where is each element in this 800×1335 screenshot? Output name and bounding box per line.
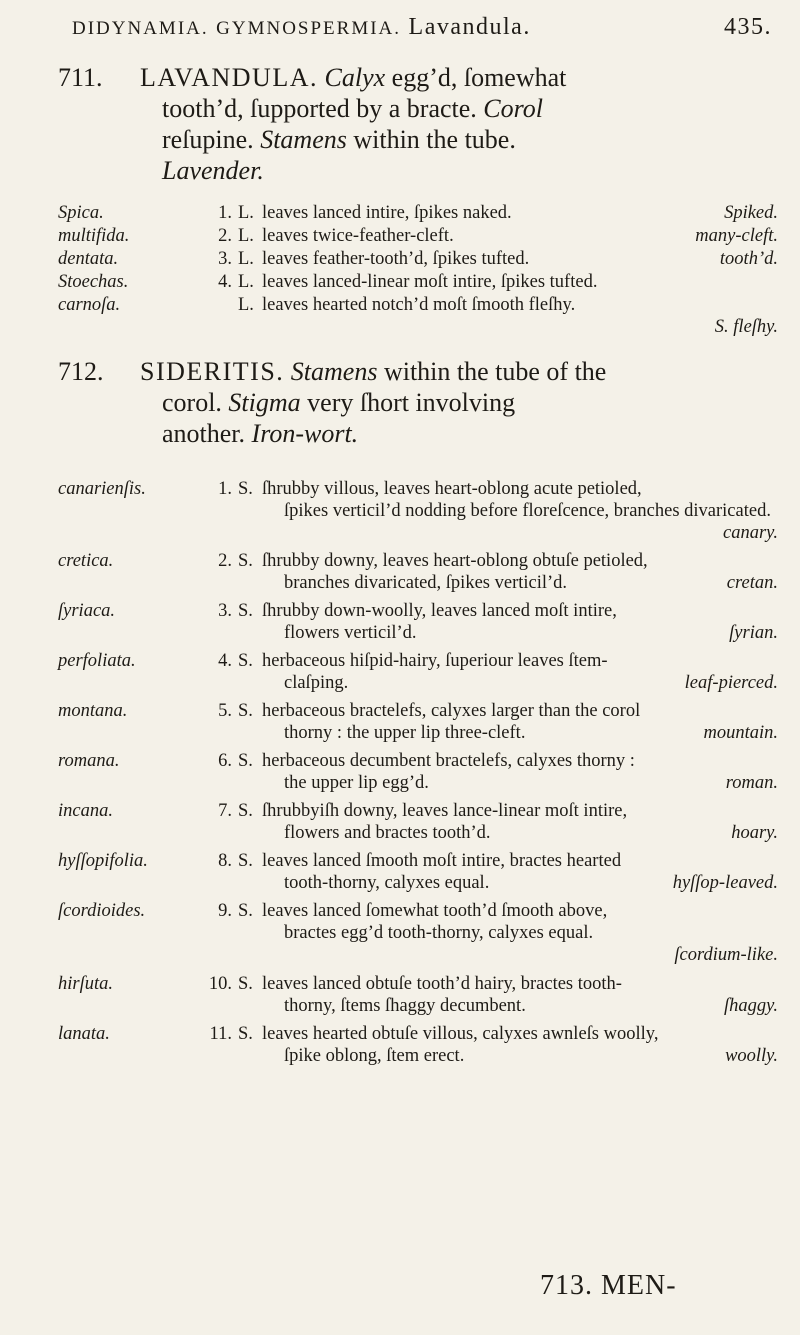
species-number: 3.: [218, 601, 232, 621]
species-entry: [58, 478, 778, 544]
species-description-cont: the upper lip egg’d.: [284, 773, 429, 793]
species-description: herbaceous decumbent bractelefs, calyxes thorny :: [262, 751, 635, 771]
species-number: 2.: [218, 551, 232, 571]
species-description-cont: branches divaricated, ſpikes verticil’d.: [284, 573, 568, 593]
species-entry: [58, 225, 778, 247]
genus-abbreviation: S.: [238, 601, 253, 621]
species-latin-name: cretica.: [58, 551, 114, 571]
species-entry: [58, 800, 778, 844]
corol-label: Corol: [483, 94, 544, 123]
genus-abbreviation: L.: [238, 295, 254, 315]
species-description: ſhrubby down-woolly, leaves lanced moſt intire,: [262, 601, 617, 621]
species-description: leaves feather-tooth’d, ſpikes tufted.: [262, 249, 530, 269]
species-number: 3.: [218, 249, 232, 269]
species-latin-name: ſcordioides.: [58, 901, 146, 921]
species-description-cont: flowers verticil’d.: [284, 623, 417, 643]
running-head: [72, 14, 772, 41]
species-english-name: hoary.: [731, 823, 778, 843]
species-number: 4.: [218, 272, 232, 292]
species-entry: [58, 202, 778, 224]
species-entry: [58, 850, 778, 894]
genus-char-line3-rest: within the tube.: [353, 125, 516, 154]
species-entry: [58, 900, 778, 966]
species-english-name: canary.: [723, 523, 778, 543]
species-english-name: roman.: [725, 773, 778, 793]
species-english-name: woolly.: [725, 1046, 778, 1066]
genus-abbreviation: S.: [238, 751, 253, 771]
species-entry: [58, 600, 778, 644]
genus-entry-sideritis: [58, 356, 778, 449]
species-description: leaves twice-feather-cleft.: [262, 226, 454, 246]
stigma-label: Stigma: [228, 388, 301, 417]
species-latin-name: dentata.: [58, 249, 119, 269]
species-description: ſhrubbyiſh downy, leaves lance-linear moſt intire,: [262, 801, 628, 821]
species-latin-name: Spica.: [58, 203, 104, 223]
species-latin-name: Stoechas.: [58, 272, 129, 292]
genus-abbreviation: S.: [238, 701, 253, 721]
species-description: leaves lanced ſmooth moſt intire, bractes hearted: [262, 851, 622, 871]
species-number: 4.: [218, 651, 232, 671]
species-entry: [58, 973, 778, 1017]
species-latin-name: multifida.: [58, 226, 130, 246]
species-entry: [58, 271, 778, 293]
species-english-name: cretan.: [726, 573, 778, 593]
genus-char-line2: tooth’d, ſupported by a bracte.: [162, 94, 477, 123]
genus-running-title: Lavandula.: [408, 14, 531, 40]
genus-abbreviation: S.: [238, 901, 253, 921]
species-description-cont: ſpike oblong, ſtem erect.: [284, 1046, 465, 1066]
species-description: ſhrubby downy, leaves heart-oblong obtuſe petioled,: [262, 551, 648, 571]
genus-abbreviation: L.: [238, 272, 254, 292]
genus-char-line3: another.: [162, 419, 246, 448]
genus-abbreviation: L.: [238, 249, 254, 269]
species-latin-name: ſyriaca.: [58, 601, 116, 621]
species-latin-name: lanata.: [58, 1024, 110, 1044]
genus-char-line1: egg’d, ſomewhat: [391, 63, 567, 92]
species-description-cont: thorny, ſtems ſhaggy decumbent.: [284, 996, 526, 1016]
species-english-name: ſhaggy.: [724, 996, 778, 1016]
genus-number: 712.: [58, 357, 104, 386]
species-english-name: ſcordium-like.: [674, 945, 778, 965]
species-number: 6.: [218, 751, 232, 771]
species-description-cont: thorny : the upper lip three-cleft.: [284, 723, 526, 743]
species-entry: [58, 248, 778, 270]
species-number: 5.: [218, 701, 232, 721]
species-latin-name: hirſuta.: [58, 974, 113, 994]
species-description-cont: claſping.: [284, 673, 349, 693]
genus-abbreviation: S.: [238, 479, 253, 499]
species-entry: [58, 650, 778, 694]
page-number: 435.: [724, 14, 772, 40]
species-description: herbaceous bractelefs, calyxes larger than the corol: [262, 701, 641, 721]
genus-char-line2-rest: very ſhort involving: [307, 388, 516, 417]
genus-english-name: Iron-wort.: [251, 419, 359, 448]
species-description: leaves lanced ſomewhat tooth’d ſmooth above,: [262, 901, 608, 921]
species-english-name: leaf-pierced.: [684, 673, 778, 693]
species-description: leaves hearted obtuſe villous, calyxes awnleſs woolly,: [262, 1024, 659, 1044]
species-english-name: Spiked.: [724, 203, 778, 223]
species-latin-name: incana.: [58, 801, 113, 821]
species-english-name: mountain.: [703, 723, 778, 743]
species-english-name: S. fleſhy.: [714, 317, 778, 337]
species-english-name: hyſſop-leaved.: [672, 873, 778, 893]
species-entry: [58, 550, 778, 594]
species-number: 8.: [218, 851, 232, 871]
genus-abbreviation: S.: [238, 651, 253, 671]
species-latin-name: hyſſopifolia.: [58, 851, 148, 871]
species-description-cont: bractes egg’d tooth-thorny, calyxes equal.: [284, 923, 594, 943]
species-latin-name: canarienſis.: [58, 479, 146, 499]
species-entry: [58, 750, 778, 794]
stamens-label: Stamens: [290, 357, 378, 386]
species-number: 2.: [218, 226, 232, 246]
species-description: leaves lanced-linear moſt intire, ſpikes tufted.: [262, 272, 598, 292]
species-entry: [58, 700, 778, 744]
stamens-label: Stamens: [260, 125, 347, 154]
species-english-name: ſyrian.: [729, 623, 778, 643]
genus-number: 711.: [58, 63, 103, 92]
genus-char-line1: within the tube of the: [383, 357, 607, 386]
genus-name: SIDERITIS.: [140, 357, 285, 386]
species-entry: [58, 294, 778, 338]
genus-abbreviation: S.: [238, 851, 253, 871]
calyx-label: Calyx: [324, 63, 386, 92]
species-english-name: tooth’d.: [719, 249, 778, 269]
species-number: 9.: [218, 901, 232, 921]
species-description: leaves hearted notch’d moſt ſmooth fleſhy.: [262, 295, 576, 315]
species-english-name: many-cleft.: [695, 226, 778, 246]
genus-abbreviation: L.: [238, 226, 254, 246]
species-description-cont: ſpikes verticil’d nodding before floreſcence, branches divaricated.: [284, 501, 771, 521]
genus-abbreviation: S.: [238, 551, 253, 571]
order-name: GYMNOSPERMIA.: [216, 18, 402, 39]
genus-abbreviation: S.: [238, 1024, 253, 1044]
species-number: 1.: [218, 479, 232, 499]
class-name: DIDYNAMIA.: [72, 18, 209, 39]
genus-name: LAVANDULA.: [140, 63, 318, 92]
species-latin-name: romana.: [58, 751, 120, 771]
genus-entry-lavandula: [58, 62, 778, 186]
species-number: 11.: [209, 1024, 232, 1044]
species-description-cont: flowers and bractes tooth’d.: [284, 823, 491, 843]
genus-abbreviation: S.: [238, 801, 253, 821]
species-description: ſhrubby villous, leaves heart-oblong acute petioled,: [262, 479, 642, 499]
species-description-cont: tooth-thorny, calyxes equal.: [284, 873, 490, 893]
genus-english-name: Lavender.: [162, 156, 264, 185]
genus-abbreviation: S.: [238, 974, 253, 994]
species-number: 10.: [208, 974, 232, 994]
species-description: herbaceous hiſpid-hairy, ſuperiour leaves ſtem-: [262, 651, 608, 671]
genus-char-line3: reſupine.: [162, 125, 254, 154]
species-entry: [58, 1023, 778, 1067]
genus-abbreviation: L.: [238, 203, 254, 223]
species-description: leaves lanced intire, ſpikes naked.: [262, 203, 512, 223]
catchword: 713. MEN-: [540, 1270, 677, 1301]
species-latin-name: montana.: [58, 701, 128, 721]
species-number: 1.: [218, 203, 232, 223]
species-latin-name: carnoſa.: [58, 295, 121, 315]
species-description: leaves lanced obtuſe tooth’d hairy, bractes tooth-: [262, 974, 622, 994]
genus-char-line2: corol.: [162, 388, 222, 417]
species-number: 7.: [218, 801, 232, 821]
species-latin-name: perfoliata.: [58, 651, 136, 671]
